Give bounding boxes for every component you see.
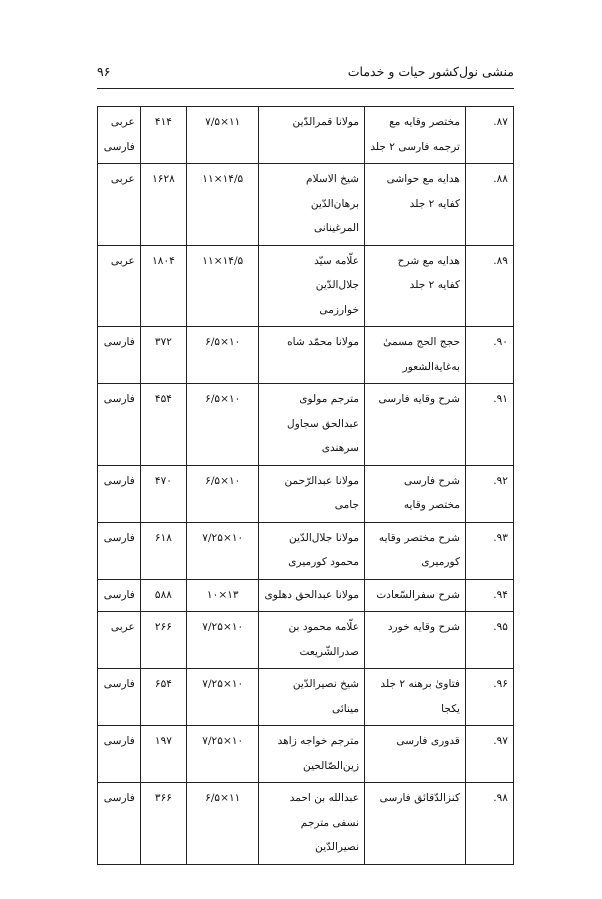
cell-book-title-line: فتاویٰ برهنه ۲ جلد (380, 678, 460, 690)
cell-number: ۸۹. (466, 245, 514, 327)
cell-book-title-line: یکجا (441, 702, 460, 715)
table-row (98, 726, 514, 783)
cell-author-line: مولانا عبدالرّحمن (284, 474, 360, 487)
cell-book-title-line: به‌غایة‌الشعور (402, 360, 460, 373)
cell-book-title (365, 612, 466, 669)
table-row (98, 579, 514, 612)
table-row (98, 612, 514, 669)
cell-language (98, 579, 141, 612)
cell-size: ۱۰×۷/۲۵ (187, 726, 259, 783)
cell-language-line: فارسی (103, 735, 135, 747)
cell-author-line: عبدالحق سجاول (287, 417, 360, 430)
cell-language-line: عربی (110, 173, 135, 185)
cell-language (98, 164, 141, 246)
cell-size: ۱۰×۶/۵ (187, 327, 259, 384)
cell-author (259, 245, 365, 327)
cell-book-title-line: کفایه ۲ جلد (409, 197, 460, 210)
cell-size: ۱۰×۷/۲۵ (187, 522, 259, 579)
cell-pages: ۴۵۴ (140, 384, 186, 466)
cell-book-title-line: هدایه مع شرح (397, 254, 460, 267)
running-title: منشی نول‌کشور حیات و خدمات (347, 64, 514, 79)
cell-language (98, 327, 141, 384)
cell-book-title (365, 669, 466, 726)
cell-number: ۹۳. (466, 522, 514, 579)
table-row (98, 465, 514, 522)
cell-author-line: برهان‌الدّین (310, 197, 360, 210)
cell-size: ۱۰×۷/۲۵ (187, 612, 259, 669)
cell-author (259, 164, 365, 246)
cell-author-line: مترجم مولوی (299, 393, 360, 405)
cell-size: ۱۰×۶/۵ (187, 384, 259, 466)
cell-pages: ۳۷۲ (140, 327, 186, 384)
table-row (98, 245, 514, 327)
cell-number: ۹۴. (466, 579, 514, 612)
cell-author-line: شیخ الاسلام (306, 173, 360, 185)
cell-author-line: مینائی (331, 702, 360, 715)
table-row (98, 327, 514, 384)
cell-pages: ۶۵۴ (140, 669, 186, 726)
cell-author (259, 579, 365, 612)
cell-book-title-line: مختصر وقایه مع (389, 116, 460, 128)
cell-book-title-line: شرح وقایه خورد (387, 621, 460, 633)
cell-number: ۹۸. (466, 783, 514, 865)
book-table-body (98, 107, 514, 865)
table-row (98, 522, 514, 579)
cell-author-line: جلال‌الدّین (315, 279, 360, 291)
cell-book-title-line: کنزالدّقائق فارسی (379, 792, 460, 804)
cell-pages: ۱۸۰۴ (140, 245, 186, 327)
cell-language-line: فارسی (103, 531, 135, 544)
cell-number: ۹۵. (466, 612, 514, 669)
cell-author-line: صدرالشّریعت (299, 645, 360, 658)
cell-size: ۱۴/۵×۱۱ (187, 164, 259, 246)
cell-book-title-line: شرح وقایه فارسی (378, 393, 460, 405)
cell-number: ۹۷. (466, 726, 514, 783)
cell-book-title-line: ترجمه فارسی ۲ جلد (370, 140, 460, 153)
cell-book-title-line: کفایه ۲ جلد (409, 279, 460, 291)
cell-book-title (365, 245, 466, 327)
cell-pages: ۳۶۶ (140, 783, 186, 865)
cell-author (259, 384, 365, 466)
cell-author-line: محمود کورمیری (288, 556, 360, 568)
cell-language-line: فارسی (103, 588, 135, 601)
cell-author-line: علّامه سیّد (314, 254, 360, 267)
cell-author (259, 107, 365, 164)
cell-author (259, 726, 365, 783)
cell-author-line: نسفی مترجم (300, 816, 360, 829)
cell-book-title (365, 465, 466, 522)
cell-author (259, 465, 365, 522)
cell-number: ۸۷. (466, 107, 514, 164)
cell-author-line: شیخ نصیرالدّین (292, 678, 360, 690)
page-header (97, 64, 514, 86)
cell-book-title (365, 783, 466, 865)
cell-author-line: المرغینانی (313, 222, 360, 234)
cell-language-line: فارسی (103, 393, 135, 405)
table-row (98, 669, 514, 726)
cell-size: ۱۰×۶/۵ (187, 465, 259, 522)
cell-language (98, 245, 141, 327)
cell-language-line: فارسی (103, 336, 135, 348)
cell-pages: ۴۷۰ (140, 465, 186, 522)
book-table (97, 106, 514, 865)
cell-language-line: عربی (110, 621, 135, 633)
cell-book-title (365, 107, 466, 164)
cell-book-title-line: شرح سفرالسّعادت (376, 588, 460, 601)
cell-language (98, 107, 141, 164)
cell-pages: ۱۶۲۸ (140, 164, 186, 246)
cell-size: ۱۳×۱۰ (187, 579, 259, 612)
cell-language-line: عربی (110, 254, 135, 267)
cell-book-title-line: قدوری فارسی (396, 735, 460, 747)
cell-author-line: مترجم خواجه زاهد (277, 735, 360, 747)
cell-book-title (365, 726, 466, 783)
cell-language (98, 384, 141, 466)
cell-author (259, 783, 365, 865)
cell-pages: ۵۸۸ (140, 579, 186, 612)
cell-language-line: عربی (110, 116, 135, 128)
cell-book-title-line: شرح مختصر وقایه (378, 531, 460, 544)
cell-author-line: سرهندی (321, 442, 360, 454)
cell-author-line: عبدالله بن احمد (289, 792, 360, 804)
cell-book-title-line: شرح فارسی (403, 474, 460, 487)
cell-book-title-line: مختصر وقایه (403, 499, 460, 511)
header-rule (97, 88, 514, 89)
cell-book-title (365, 522, 466, 579)
table-row (98, 384, 514, 466)
cell-number: ۸۸. (466, 164, 514, 246)
cell-author-line: مولانا محمّد شاه (287, 336, 360, 348)
cell-author (259, 612, 365, 669)
cell-book-title (365, 327, 466, 384)
cell-author-line: مولانا عبدالحق دهلوی (264, 588, 360, 601)
cell-book-title (365, 164, 466, 246)
cell-number: ۹۲. (466, 465, 514, 522)
cell-language-line: فارسی (103, 678, 135, 690)
cell-book-title-line: هدایه مع حواشی (386, 173, 460, 185)
cell-language-line: فارسی (103, 140, 135, 153)
cell-language-line: فارسی (103, 474, 135, 487)
cell-pages: ۲۶۶ (140, 612, 186, 669)
cell-language-line: فارسی (103, 792, 135, 804)
cell-pages: ۴۱۴ (140, 107, 186, 164)
table-row (98, 107, 514, 164)
cell-number: ۹۶. (466, 669, 514, 726)
cell-author-line: علّامه محمود بن (288, 621, 360, 633)
cell-size: ۱۰×۷/۲۵ (187, 669, 259, 726)
cell-author-line: مولانا جلال‌الدّین (289, 531, 360, 544)
cell-language (98, 465, 141, 522)
cell-author-line: خوارزمی (319, 303, 360, 316)
table-row (98, 164, 514, 246)
cell-size: ۱۱×۶/۵ (187, 783, 259, 865)
cell-language (98, 783, 141, 865)
cell-author (259, 522, 365, 579)
cell-author-line: نصیرالدّین (315, 841, 360, 853)
cell-pages: ۱۹۷ (140, 726, 186, 783)
cell-author-line: زین‌الصّالحین (303, 759, 360, 772)
page-number: ۹۶ (97, 64, 111, 79)
cell-pages: ۶۱۸ (140, 522, 186, 579)
cell-language (98, 522, 141, 579)
table-row (98, 783, 514, 865)
cell-size: ۱۴/۵×۱۱ (187, 245, 259, 327)
cell-number: ۹۱. (466, 384, 514, 466)
cell-book-title (365, 579, 466, 612)
cell-book-title (365, 384, 466, 466)
cell-language (98, 612, 141, 669)
cell-number: ۹۰. (466, 327, 514, 384)
cell-author-line: جامی (334, 499, 360, 511)
cell-book-title-line: کورمیری (421, 556, 460, 568)
cell-author (259, 669, 365, 726)
cell-size: ۱۱×۷/۵ (187, 107, 259, 164)
cell-language (98, 726, 141, 783)
cell-author (259, 327, 365, 384)
cell-language (98, 669, 141, 726)
cell-author-line: مولانا قمرالدّین (292, 116, 360, 128)
cell-book-title-line: حجج الحج مسمیٰ (383, 336, 460, 348)
